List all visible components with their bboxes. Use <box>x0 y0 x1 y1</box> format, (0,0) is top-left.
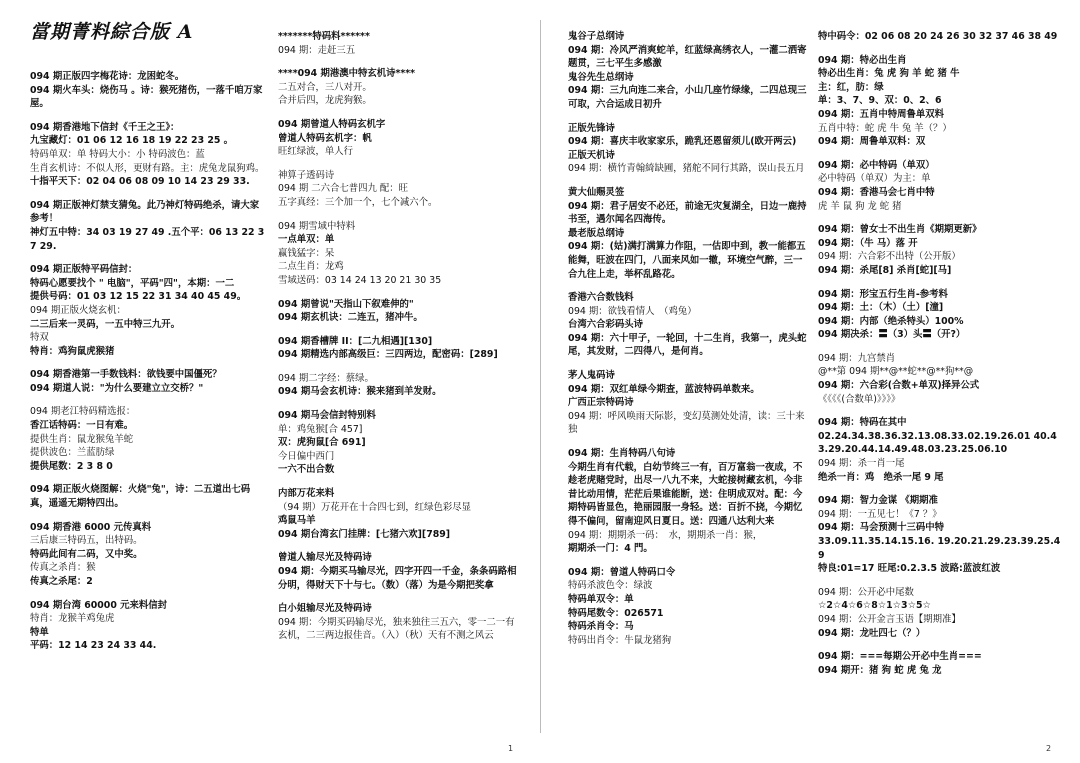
text-block <box>818 54 1063 149</box>
text-line: 094 期：五肖中特周鲁单双料 <box>818 108 944 120</box>
text-line: 茅人鬼码诗 <box>568 370 615 382</box>
page-divider <box>540 20 541 733</box>
text-line: 鬼谷先生总纲诗 <box>568 71 634 83</box>
text-block <box>568 369 808 437</box>
text-line: 094 期：六合彩(合数+单双)择异公式 <box>818 380 980 392</box>
column-1 <box>30 20 265 663</box>
text-line: 期期杀一门：4 門。 <box>568 543 653 555</box>
text-block <box>278 335 518 362</box>
text-line: 094 期：智力金谋 《期期准 <box>818 495 938 507</box>
text-line: 特码单双：单 特码大小：小 特码波色：蓝 <box>30 148 205 160</box>
text-line: 今日偏中西门 <box>278 450 335 462</box>
text-line: 今期生肖有代载，白幼节终三一有，百万富翁一夜成，不趁老虎赌党时，出尽一八九不来，大蛇接树藏玄机，今非昔比动用情，茫茫后果谁能断，送：住明成双对。配：今期特码皆显色，艳丽园服一身轻。送：百折不挠，今期忆得不偏问，留南迎风日夏日。送：四通八达利大来 <box>568 461 803 527</box>
text-line: 094 期：杀尾[8] 杀肖[蛇][马] <box>818 264 952 276</box>
text-line: 正版天机诗 <box>568 149 615 161</box>
text-line: 094 期决杀：〓（3）头〓（开?） <box>818 329 966 341</box>
text-line: 094 期：六合彩不出特（公开版） <box>818 251 961 263</box>
text-line: 曾道人特码玄机字：帆 <box>278 132 372 144</box>
text-line: 香港六合数钱料 <box>568 292 634 304</box>
text-block <box>278 487 518 541</box>
text-line: 094 期：九宫禁肖 <box>818 352 896 364</box>
text-block <box>568 186 808 281</box>
text-block <box>568 30 808 112</box>
text-line: 鬼谷子总纲诗 <box>568 31 625 42</box>
text-line: 黄大仙赐灵签 <box>568 186 625 198</box>
text-block <box>818 586 1063 640</box>
text-line: 094 期 二六合七普四九 配：旺 <box>278 183 408 195</box>
text-line: 094 期：冷风严消爽蛇羊，红蓝绿高绣衣人，一灌二洒寄题贯，三七平生多感激 <box>568 44 807 70</box>
text-line: 提供尾数：2 3 8 0 <box>30 460 113 472</box>
text-block <box>818 416 1063 484</box>
text-block <box>30 599 265 653</box>
text-line: 特码心愿要找个 " 电脑"，平码"四"，本期：一二 <box>30 277 235 289</box>
text-line: 生肖玄机诗：不似人形，更财有路。主：虎兔龙鼠狗鸡。 <box>30 162 265 174</box>
text-line: 094 期：双红单绿今期查，蓝波特码单数来。 <box>568 383 760 395</box>
text-block <box>278 118 518 159</box>
text-line: 094 期曾道人特码玄机字 <box>278 118 386 130</box>
text-line: 094 期：===每期公开必中生肖=== <box>818 651 982 663</box>
text-line: 094 期：六十甲子，一轮回，十二生肖，我第一，虎头蛇尾，其发财，二四得八，是何肖。 <box>568 332 807 358</box>
text-line: 合并后四，龙虎狗猴。 <box>278 95 372 107</box>
text-line: 神算子透码诗 <box>278 169 335 181</box>
text-line: 094 期香港 6000 元传真料 <box>30 521 152 533</box>
text-line: 094 期玄机诀：二连五，猪冲牛。 <box>278 312 423 324</box>
text-line: 094 期正版火烧图解：火烧"兔"，诗：二五道出七码真，遥遥无期特四出。 <box>30 484 251 510</box>
text-line: 特双 <box>30 332 49 344</box>
text-line: 特码单双令：单 <box>568 593 634 605</box>
text-line: 二五对合，三八对开。 <box>278 81 372 93</box>
text-line: 094 期：特必出生肖 <box>818 54 907 66</box>
text-line: 094 期香槽牌 II：[二九相遇][130] <box>278 335 433 347</box>
text-line: 094 期：君子居安不必还，前途无灾复湖全，日边一鹿持书至，遇尔闻名四海传。 <box>568 200 807 226</box>
text-line: 094 期：生肖特码八句诗 <box>568 448 676 460</box>
text-line: 094 期：三九向连二来合，小山几座竹绿缘，二四总现三可取，六合运成日初升 <box>568 85 807 110</box>
text-block <box>30 405 265 473</box>
text-block <box>278 30 518 57</box>
text-line: 094 期正版神灯禁支猜兔。此乃神灯特码绝杀，请大家参考！ <box>30 199 260 225</box>
column-4 <box>818 30 1063 687</box>
text-line: 094 期：形宝五行生肖-参考料 <box>818 288 948 300</box>
text-block <box>30 70 265 111</box>
text-line: 必中特码（单双）为主：单 <box>818 173 931 185</box>
text-line: 提供号码：01 03 12 15 22 31 34 40 45 49。 <box>30 291 247 303</box>
text-block <box>568 122 808 176</box>
text-line: 094 期火车头：烧伤马 。诗：猴死猪伤，一落千咱万家屋。 <box>30 84 263 110</box>
text-line: 094 期：公开金言玉语【期期准】 <box>818 613 961 625</box>
text-block <box>30 263 265 358</box>
text-block <box>30 521 265 589</box>
text-line: 特肖：龙猴羊鸡兔虎 <box>30 613 115 625</box>
text-line: 094 期正版四字梅花诗：龙困蛇冬。 <box>30 71 185 82</box>
column-3 <box>568 30 808 657</box>
text-line: 094 期：期期杀一码： 水，期期杀一肖：猴， <box>568 529 763 541</box>
text-line: 094 期：周鲁单双料：双 <box>818 136 926 148</box>
text-line: 五字真经：三个加一个，七个减六个。 <box>278 196 438 208</box>
text-line: 094 期：今期买码输尽光，独来独往三五六，零一二一有玄机，二三两边报佳音。（入）（秋）天有不测之风云 <box>278 616 515 642</box>
text-line: 最老版总纲诗 <box>568 227 625 239</box>
text-line: 094 期：土：（木）（土）[潼] <box>818 302 944 314</box>
text-line: 九宝藏灯：01 06 12 16 18 19 22 23 25 。 <box>30 135 234 147</box>
text-block <box>818 30 1063 44</box>
text-line: 五肖中特：蛇 虎 牛 兔 羊（？） <box>818 122 952 134</box>
text-block <box>278 298 518 325</box>
text-line: 094 期：呼风唤雨天际影，变幻莫测处处清，读：三十来独 <box>568 410 805 436</box>
text-block <box>818 352 1063 406</box>
text-line: 雪域送码：03 14 24 13 20 21 30 35 <box>278 274 442 286</box>
text-line: 094 期开：猪 狗 蛇 虎 兔 龙 <box>818 664 942 676</box>
text-block <box>30 199 265 253</box>
text-line: 白小姐输尽光及特码诗 <box>278 603 372 615</box>
text-line: 特肖：鸡狗鼠虎猴猪 <box>30 345 115 357</box>
text-line: 一六不出合数 <box>278 464 335 476</box>
text-line: （94 期）万花开在十合四七到，红绿色彩尽显 <box>278 501 472 513</box>
text-line: 单：鸡兔猴[合 457] <box>278 423 363 435</box>
text-line: 《《《《(合数单)》》》》 <box>818 393 901 405</box>
text-line: 094 期：香港马会七肖中特 <box>818 186 935 198</box>
page-title: 當期菁料綜合版 A <box>30 21 194 43</box>
text-line: 094 期：龙吐四七（？） <box>818 627 926 639</box>
text-line: 094 期：马会预测十三码中特 <box>818 522 944 534</box>
text-line: 平码：12 14 23 24 33 44. <box>30 640 157 652</box>
text-block <box>278 372 518 399</box>
text-line: 特码出肖令：牛鼠龙猪狗 <box>568 634 672 646</box>
text-line: 094 期：内部（绝杀特头）100% <box>818 315 964 327</box>
text-line: 094 期：横竹青翰綺缺圃，猪舵不同行其路，误山長五月 <box>568 163 805 175</box>
text-block <box>278 169 518 210</box>
text-block <box>818 288 1063 342</box>
text-block <box>818 223 1063 277</box>
text-line: 094 期：曾女士不出生肖《期期更新》 <box>818 224 982 236</box>
text-line: ****094 期港澳中特玄机诗**** <box>278 68 416 80</box>
text-line: 094 期二字经：蔡绿。 <box>278 372 374 384</box>
text-line: 094 期：一五见七！《7 ？》 <box>818 508 942 520</box>
text-line: 094 期：曾道人特码口令 <box>568 566 676 578</box>
text-line: 特单 <box>30 626 49 638</box>
text-line: 094 期道人说："为什么要建立立交桥？" <box>30 382 204 394</box>
text-line: 094 期：欲钱看情人 （鸡兔） <box>568 305 697 317</box>
text-line: 094 期：(姑)满打满算力作阻，一估即中到，教一能都五能舞，旺波在四门，八面来风如一辙，环境空气醉，三一合九往上走，举杯乱路花。 <box>568 241 806 280</box>
column-2 <box>278 30 518 653</box>
text-block <box>30 121 265 189</box>
text-line: 绝杀一肖：鸡 绝杀一尾 9 尾 <box>818 471 944 483</box>
text-line: 特良:01=17 旺尾:0.2.3.5 波路:蓝波红波 <box>818 563 1001 575</box>
text-line: 鸡鼠马羊 <box>278 515 316 527</box>
text-line: 094 期：特码在其中 <box>818 417 907 429</box>
text-line: 旺红绿波，单人行 <box>278 146 354 158</box>
text-line: 曾道人输尽光及特码诗 <box>278 552 372 564</box>
text-line: 特码尾数令：026571 <box>568 607 664 619</box>
text-line: @**第 094 期**@**蛇**@**狗**@ <box>818 366 974 378</box>
text-line: 神灯五中特：34 03 19 27 49 .五个平：06 13 22 37 29. <box>30 226 265 252</box>
page-number-right: 2 <box>1046 744 1052 753</box>
text-line: 三后康三特码五，出特码。 <box>30 535 143 547</box>
text-line: 特码此间有二码，又中奖。 <box>30 548 143 560</box>
text-line: 传真之杀尾：2 <box>30 576 93 587</box>
page-number-left: 1 <box>508 744 514 753</box>
text-line: 094 期正版特平码信封： <box>30 264 138 276</box>
text-block <box>818 650 1063 677</box>
text-block <box>278 602 518 643</box>
text-line: 特必出生肖：兔 虎 狗 羊 蛇 猪 牛 <box>818 68 960 80</box>
text-line: 094 期老江特码精选报： <box>30 406 136 418</box>
text-line: 虎 羊 鼠 狗 龙 蛇 猪 <box>818 200 902 212</box>
text-line: 一点单双：单 <box>278 234 335 246</box>
text-block <box>30 368 265 395</box>
text-line: 094 期雪域中特料 <box>278 220 356 232</box>
text-line: 台湾六合彩码头诗 <box>568 319 644 331</box>
text-line: 香江话特码：一日有难。 <box>30 420 134 432</box>
text-line: 双：虎狗鼠[合 691] <box>278 437 366 449</box>
text-line: 094 期：必中特码（单双） <box>818 159 935 171</box>
text-line: 094 期：走赶三五 <box>278 44 356 56</box>
text-block <box>818 159 1063 213</box>
text-block <box>568 447 808 556</box>
text-line: 正版先锋诗 <box>568 122 615 134</box>
text-line: 094 期：杀一肖一尾 <box>818 458 905 470</box>
text-line: 094 期香港第一手数钱料：欲钱要中国僵死？ <box>30 369 222 381</box>
text-block <box>278 409 518 477</box>
text-line: 094 期：（牛 马）落 开 <box>818 237 918 249</box>
text-line: 提供生肖：鼠龙猴兔羊蛇 <box>30 433 134 445</box>
text-line: 赢钱猛字：呆 <box>278 247 335 259</box>
text-line: *******特码料****** <box>278 31 370 42</box>
text-line: 二点生肖：龙鸡 <box>278 261 344 273</box>
text-block <box>568 566 808 648</box>
text-line: 094 期：喜庆丰收家家乐，跪乳还恩留须儿(欧开两云) <box>568 136 797 148</box>
text-line: 094 期马会玄机诗：猴来猪到羊发财。 <box>278 386 442 398</box>
text-line: 二三后来一灵码，一五中特三九开。 <box>30 318 181 330</box>
text-line: 094 期马会信封特别料 <box>278 410 376 422</box>
text-line: 094 期：公开必中尾数 <box>818 586 914 598</box>
text-block <box>278 551 518 592</box>
text-line: 十指平天下：02 04 06 08 09 10 14 23 29 33. <box>30 176 250 188</box>
text-line: 094 期台湾 60000 元来料信封 <box>30 599 167 611</box>
text-line: 单：3、7、9、双：0、2、6 <box>818 95 942 107</box>
text-block <box>818 494 1063 576</box>
text-line: 094 期台湾玄门挂牌：[七猪六欢][789] <box>278 528 451 540</box>
text-block <box>278 67 518 108</box>
text-line: 特中码令：02 06 08 20 24 26 30 32 37 46 38 49 <box>818 31 1058 42</box>
text-line: 传真之杀肖：猴 <box>30 562 96 574</box>
text-line: 094 期香港地下信封《千王之王》： <box>30 121 180 133</box>
text-line: 主：红，肪：绿 <box>818 81 884 93</box>
text-block <box>278 220 518 288</box>
text-line: 内部万花来料 <box>278 488 335 500</box>
text-line: 33.09.11.35.14.15.16. 19.20.21.29.23.39.25.49 <box>818 536 1061 561</box>
text-block <box>568 291 808 359</box>
text-block <box>30 483 265 510</box>
text-line: 094 期正版火烧玄机： <box>30 304 126 316</box>
text-line: 094 期精选内部高级巨：三四两边，配密码：[289] <box>278 349 498 361</box>
text-line: 02.24.34.38.36.32.13.08.33.02.19.26.01 40.43.29.20.44.14.49.48.03.23.25.06.10 <box>818 430 1057 456</box>
text-line: ☆2☆4☆6☆8☆1☆3☆5☆ <box>818 600 931 612</box>
text-line: 特码杀肖令：马 <box>568 621 634 633</box>
text-line: 094 期：今期买马输尽光，四字开四一千金，条条码路相分明，得财天下十与七。（数）（落）为是今期把奖拿 <box>278 566 517 591</box>
text-line: 特码杀波色令：绿波 <box>568 580 653 592</box>
text-line: 广西正宗特码诗 <box>568 397 634 409</box>
text-line: 094 期曾说"天指山下叙难伸的" <box>278 298 414 310</box>
text-line: 提供波色：兰蓝肪绿 <box>30 447 115 459</box>
